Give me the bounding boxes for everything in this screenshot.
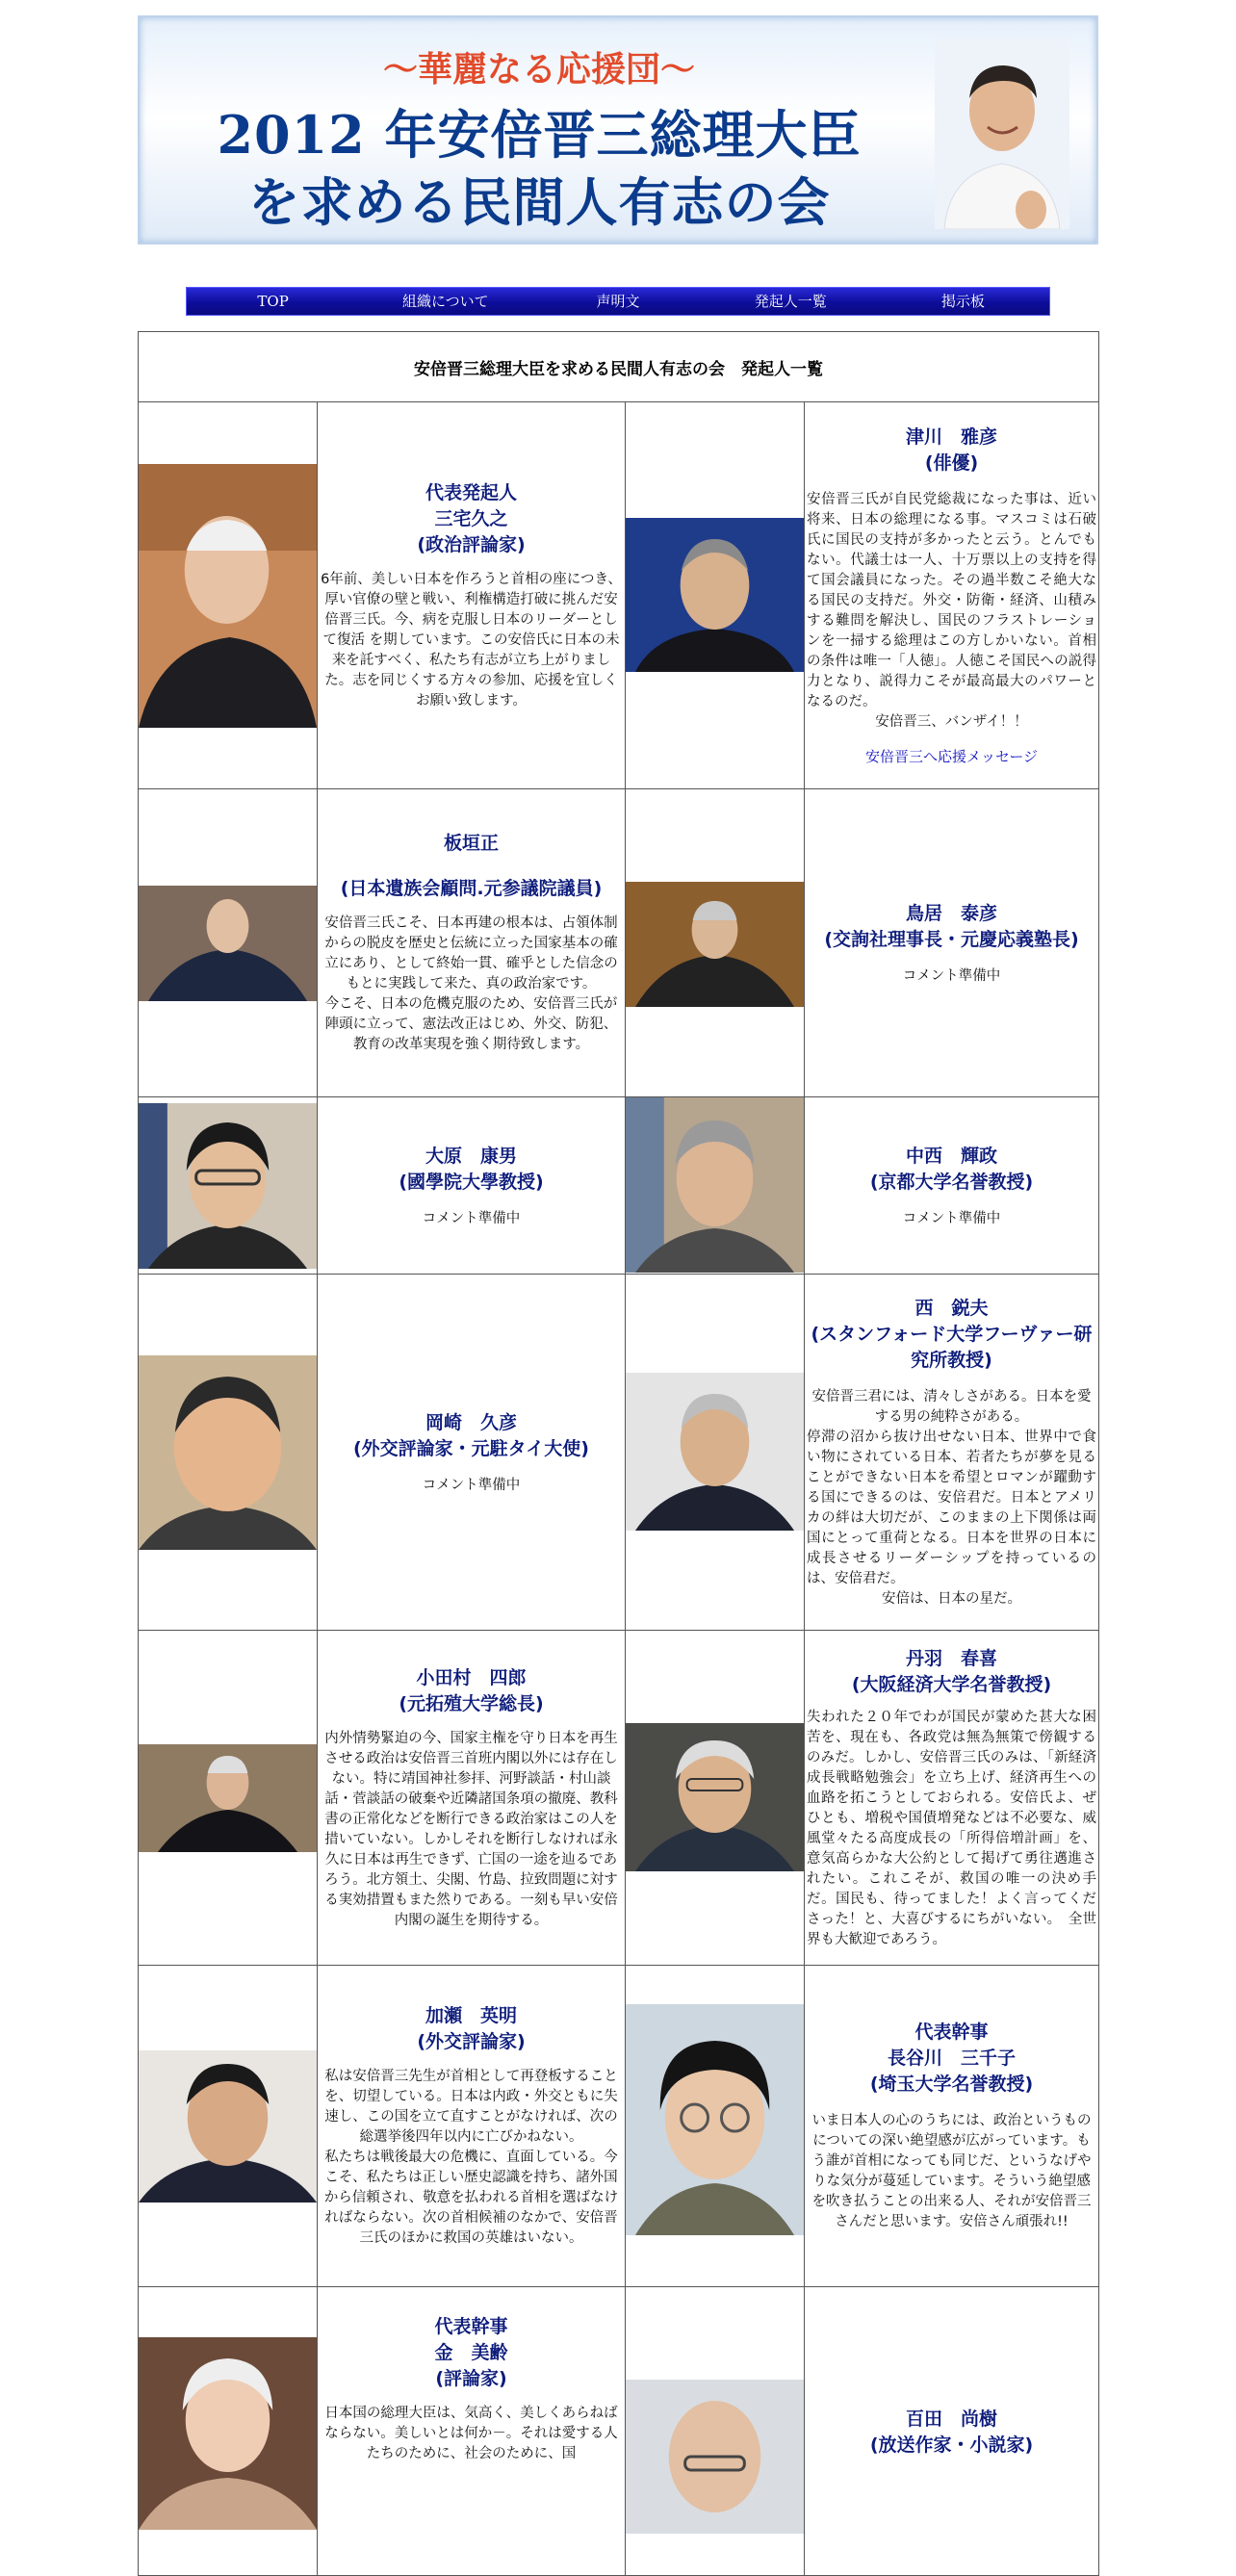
- member-text-cell: [318, 789, 626, 1097]
- member-title: (國學院大學教授): [399, 1172, 544, 1193]
- member-text-cell: [318, 1097, 626, 1275]
- member-title: (評論家): [435, 2368, 507, 2389]
- table-row: [139, 1631, 1099, 1966]
- member-text-cell: [805, 1097, 1099, 1275]
- member-title: (スタンフォード大学フーヴァー研究所教授): [811, 1323, 1093, 1371]
- member-photo-cell: [139, 2287, 318, 2576]
- member-photo-cell: [626, 1966, 805, 2287]
- main-nav: [186, 287, 1050, 316]
- member-title: (埼玉大学名誉教授): [869, 2074, 1034, 2095]
- member-role: 代表幹事: [914, 2022, 989, 2043]
- member-title: (交詢社理事長・元慶応義塾長): [824, 929, 1079, 950]
- member-comment-2: 私たちは戦後最大の危機に、直面している。今こそ、私たちは正しい歴史認識を持ち、諸外国から信頼され、敬意を払われる首相を選ばなければならない。次の首相候補のなかで、安倍晋三氏のほかに救国の英雄はいない。: [323, 2150, 619, 2246]
- table-row: [139, 1966, 1099, 2287]
- table-row: [139, 1275, 1099, 1631]
- member-comment: 6年前、美しい日本を作ろうと首相の座につき、厚い官僚の壁と戦い、利権構造打破に挑んだ安倍晋三氏。今、病を克服し日本のリーダーとして復活 を期しています。この安倍氏に日本の未来を託すべく、私たち有志が立ち上がりました。志を同じくする方々の参加、応援を宜しくお願い致します。: [321, 571, 622, 708]
- member-photo-cell: [626, 2287, 805, 2576]
- member-comment: 失われた２０年でわが国民が蒙めた甚大な困苦を、現在も、各政党は無為無策で傍観するのみだ。しかし、安倍晋三氏のみは、「新経済成長戦略勉強会」を立ち上げ、経済再生への血路を拓こうとしておられる。安倍氏よ、ぜひとも、増税や国債増発などは不必要な、威風堂々たる高度成長の「所得倍増計画」を、意気高らかな大公約として掲げて勇往邁進されたい。これこそが、救国の唯一の決め手だ。国民も、待ってました！よく言ってくださった！と、大喜びするにちがいない。 全世界も大歓迎であろう。: [807, 1709, 1096, 1947]
- member-comment-3: 安倍は、日本の星だ。: [882, 1590, 1021, 1607]
- member-name: 大原 康男: [425, 1146, 517, 1167]
- member-text-cell: [805, 1275, 1099, 1631]
- nav-statement[interactable]: 声明文: [596, 293, 640, 310]
- header-banner: [138, 15, 1098, 245]
- member-name: 長谷川 三千子: [887, 2048, 1016, 2069]
- founders-table: [138, 331, 1099, 2576]
- member-comment-cheer: 安倍晋三、バンザイ！！: [875, 714, 1028, 730]
- member-title: (日本遺族会顧問.元参議院議員): [340, 878, 603, 899]
- comment-coming-soon: コメント準備中: [422, 1478, 521, 1493]
- nav-founders[interactable]: 発起人一覧: [754, 293, 827, 310]
- member-title: (元拓殖大学総長): [399, 1692, 544, 1714]
- member-photo: [626, 1723, 804, 1871]
- member-comment: 安倍晋三氏が自民党総裁になった事は、近い将来、日本の総理になる事。マスコミは石破氏に国民の支持が多かったと云う。とんでもない。代議士は一人、十万票以上の支持を得て国会議員になった。その過半数こそ絶大なる国民の支持だ。外交・防衛・経済、山積みする難問を解決し、国民のフラストレーションを一掃する総理はこの方しかいない。首相の条件は唯一「人徳」。人徳こそ国民への説得力となり、説得力こそが最高最大のパワーとなるのだ。: [807, 492, 1096, 709]
- table-row: [139, 1097, 1099, 1275]
- member-text-cell: [805, 789, 1099, 1097]
- member-text-cell: [805, 1631, 1099, 1966]
- member-photo-cell: [626, 1097, 805, 1275]
- member-text-cell: [318, 1966, 626, 2287]
- comment-coming-soon: コメント準備中: [422, 1211, 521, 1226]
- nav-top[interactable]: TOP: [257, 293, 289, 310]
- member-photo: [139, 2337, 317, 2530]
- member-photo: [139, 1355, 317, 1550]
- member-text-cell: [318, 1275, 626, 1631]
- member-comment: 安倍晋三氏こそ、日本再建の根本は、占領体制からの脱皮を歴史と伝統に立った国家基本の確立にあり、として終始一貫、確乎とした信念のもとに実践して来た、真の政治家です。: [324, 915, 618, 992]
- banner-subtitle: ～華麗なる応援団～: [382, 49, 695, 90]
- table-row: [139, 402, 1099, 789]
- comment-coming-soon: コメント準備中: [902, 968, 1001, 984]
- member-photo-cell: [139, 402, 318, 789]
- member-comment-2: 停滞の沼から抜け出せない日本、世界中で食い物にされている日本、若者たちが夢を見ることができない日本を希望とロマンが躍動する国にできるのは、安倍君だ。日本とアメリカの絆は大切だが、このままの上下関係は両国にとって重荷となる。日本を世界の日本に成長させるリーダーシップを持っているのは、安倍君だ。: [807, 1429, 1096, 1586]
- member-comment: 日本国の総理大臣は、気高く、美しくあらねばならない。美しいとは何か－。それは愛する人たちのために、社会のために、国: [324, 2406, 618, 2461]
- member-text-cell: [318, 402, 626, 789]
- table-row: [139, 2287, 1099, 2576]
- member-name: 鳥居 泰彦: [905, 903, 997, 924]
- member-text-cell: [805, 2287, 1099, 2576]
- member-photo: [626, 2380, 804, 2534]
- member-name: 百田 尚樹: [905, 2409, 997, 2430]
- member-name: 中西 輝政: [905, 1146, 997, 1167]
- banner-title-line2: を求める民間人有志の会: [247, 171, 831, 233]
- member-photo-cell: [626, 402, 805, 789]
- member-comment: 内外情勢緊迫の今、国家主権を守り日本を再生させる政治は安倍晋三首班内閣以外には存在しない。特に靖国神社参拝、河野談話・村山談話・菅談話の破棄や近隣諸国条項の撤廃、教科書の正常化などを断行できる政治家はこの人を措いていない。しかしそれを断行しなければ永久に日本は再生できず、亡国の一途を辿るであろう。北方領土、尖閣、竹島、拉致問題に対する実効措置もまた然りである。一刻も早い安倍内閣の誕生を期待する。: [324, 1730, 618, 1928]
- member-photo-cell: [139, 789, 318, 1097]
- member-name: 小田村 四郎: [416, 1666, 527, 1688]
- member-photo-cell: [139, 1966, 318, 2287]
- member-photo-cell: [626, 1631, 805, 1966]
- member-photo-cell: [626, 1275, 805, 1631]
- member-title: (俳優): [924, 452, 979, 474]
- member-name: 西 鋭夫: [914, 1297, 989, 1319]
- member-photo: [139, 1744, 317, 1852]
- member-comment: 安倍晋三君には、清々しさがある。日本を愛する男の純粋さがある。: [811, 1388, 1092, 1425]
- table-row: [139, 789, 1099, 1097]
- comment-coming-soon: コメント準備中: [902, 1211, 1001, 1226]
- member-text-cell: [318, 1631, 626, 1966]
- member-text-cell: [805, 1966, 1099, 2287]
- member-photo: [139, 464, 317, 728]
- member-role: 代表幹事: [434, 2316, 508, 2337]
- member-photo: [626, 518, 804, 672]
- member-photo: [139, 1103, 317, 1269]
- member-role: 代表発起人: [425, 481, 517, 503]
- member-photo: [626, 2004, 804, 2235]
- member-comment-2: 今こそ、日本の危機克服のため、安倍晋三氏が陣頭に立って、憲法改正はじめ、外交、防犯、教育の改革実現を強く期待致します。: [324, 996, 618, 1052]
- nav-about[interactable]: 組織について: [401, 293, 489, 310]
- member-photo: [139, 2050, 317, 2202]
- member-title: (京都大学名誉教授): [869, 1172, 1034, 1193]
- member-photo: [626, 1097, 804, 1273]
- member-name: 三宅久之: [434, 507, 508, 529]
- member-name: 岡崎 久彦: [425, 1412, 517, 1433]
- member-photo-cell: [139, 1097, 318, 1275]
- prime-minister-photo: [935, 39, 1069, 229]
- member-text-cell: [805, 402, 1099, 789]
- member-title: (外交評論家・元駐タイ大使): [353, 1438, 589, 1459]
- member-name: 加瀬 英明: [425, 2005, 517, 2026]
- member-photo: [626, 1373, 804, 1531]
- member-photo: [626, 882, 804, 1007]
- member-title: (政治評論家): [417, 533, 526, 555]
- member-name: 板垣正: [443, 833, 499, 854]
- member-title: (放送作家・小説家): [869, 2434, 1034, 2456]
- member-comment: 私は安倍晋三先生が首相として再登板することを、切望している。日本は内政・外交ともに失速し、この国を立て直すことがなければ、次の総選挙後四年以内に亡びかねない。: [324, 2069, 618, 2145]
- member-photo-cell: [139, 1275, 318, 1631]
- member-photo-cell: [626, 789, 805, 1097]
- member-name: 丹羽 春喜: [905, 1647, 997, 1669]
- member-photo-cell: [139, 1631, 318, 1966]
- member-name: 津川 雅彦: [905, 426, 997, 448]
- banner-title-line1: 2012 年安倍晋三総理大臣: [217, 104, 862, 166]
- member-text-cell: [318, 2287, 626, 2576]
- member-title: (大阪経済大学名誉教授): [851, 1673, 1052, 1695]
- cheer-message-link[interactable]: 安倍晋三へ応援メッセージ: [864, 748, 1039, 765]
- member-name: 金 美齢: [434, 2342, 508, 2363]
- member-title: (外交評論家): [417, 2031, 526, 2052]
- nav-bbs[interactable]: 掲示板: [940, 293, 985, 310]
- member-photo: [139, 886, 317, 1001]
- member-comment: いま日本人の心のうちには、政治というものについての深い絶望感が広がっています。もう誰が首相になっても同じだ、というなげやりな気分が蔓延しています。そういう絶望感を吹き払うことの出来る人、それが安倍晋三さんだと思います。安倍さん頑張れ!!: [811, 2113, 1092, 2229]
- table-heading: 安倍晋三総理大臣を求める民間人有志の会 発起人一覧: [139, 332, 1099, 402]
